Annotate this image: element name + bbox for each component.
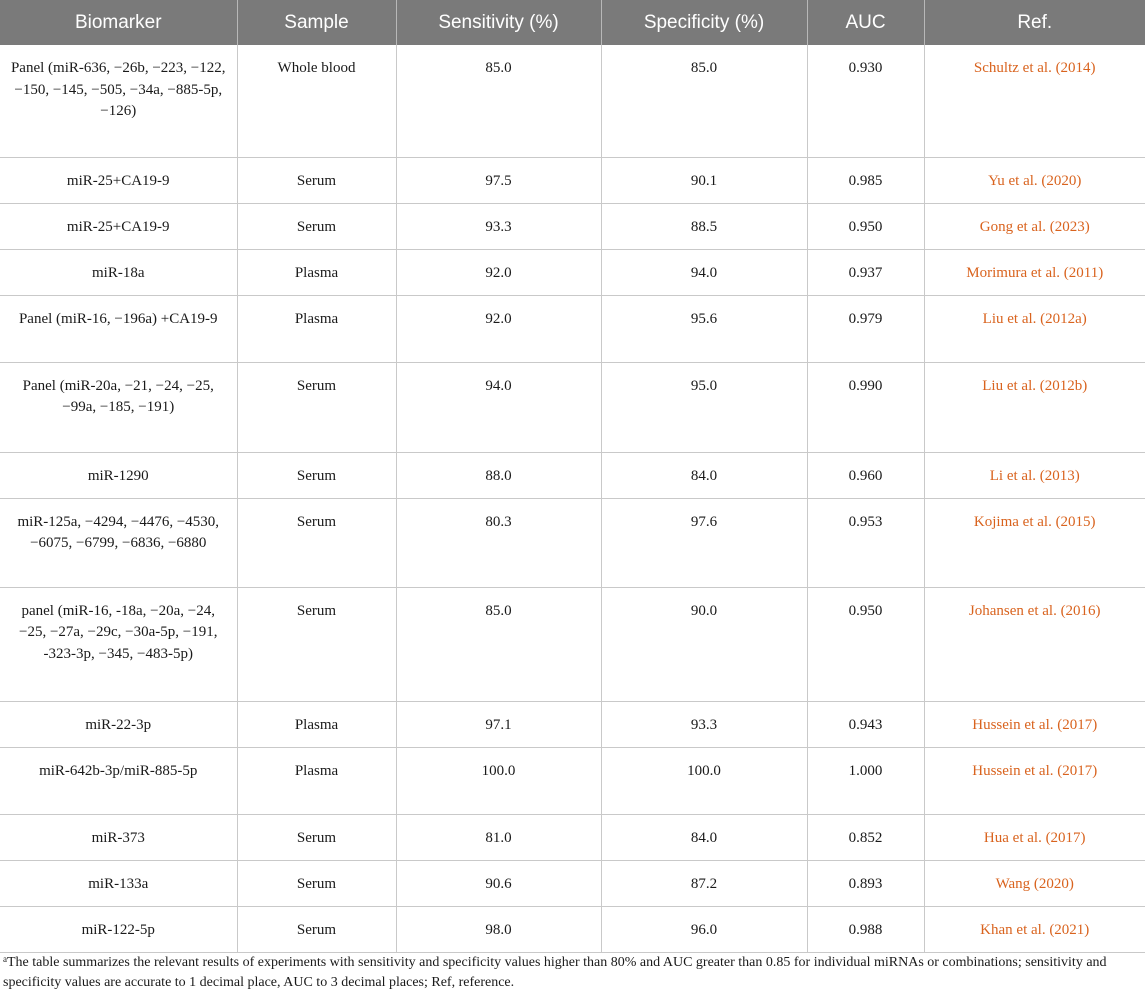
table-row [0,587,1145,701]
cell-sensitivity: 100.0 [396,747,601,814]
cell-auc: 0.985 [807,157,924,203]
cell-sensitivity: 92.0 [396,249,601,295]
cell-ref[interactable]: Morimura et al. (2011) [924,249,1145,295]
cell-specificity: 88.5 [601,203,807,249]
cell-ref[interactable]: Hussein et al. (2017) [924,747,1145,814]
cell-sample: Plasma [237,701,396,747]
cell-sensitivity: 81.0 [396,814,601,860]
table-header [0,0,1145,45]
cell-sample: Serum [237,203,396,249]
cell-auc: 0.950 [807,203,924,249]
cell-specificity: 96.0 [601,906,807,952]
table-row [0,157,1145,203]
cell-sample: Serum [237,452,396,498]
cell-biomarker: Panel (miR-20a, −21, −24, −25, −99a, −185, −191) [0,362,237,452]
cell-biomarker: miR-25+CA19-9 [0,203,237,249]
cell-specificity: 94.0 [601,249,807,295]
cell-sensitivity: 92.0 [396,295,601,362]
cell-sample: Serum [237,860,396,906]
cell-biomarker: Panel (miR-636, −26b, −223, −122, −150, −145, −505, −34a, −885-5p, −126) [0,45,237,157]
cell-sample: Plasma [237,747,396,814]
cell-sensitivity: 98.0 [396,906,601,952]
header-specificity: Specificity (%) [601,0,807,45]
table-row [0,860,1145,906]
cell-sensitivity: 94.0 [396,362,601,452]
cell-sample: Serum [237,814,396,860]
cell-specificity: 84.0 [601,452,807,498]
cell-sensitivity: 90.6 [396,860,601,906]
cell-specificity: 95.0 [601,362,807,452]
cell-ref[interactable]: Wang (2020) [924,860,1145,906]
header-ref: Ref. [924,0,1145,45]
cell-biomarker: miR-133a [0,860,237,906]
cell-ref[interactable]: Liu et al. (2012b) [924,362,1145,452]
cell-specificity: 85.0 [601,45,807,157]
cell-sensitivity: 85.0 [396,45,601,157]
cell-auc: 0.893 [807,860,924,906]
cell-auc: 0.953 [807,498,924,587]
cell-specificity: 90.0 [601,587,807,701]
header-sensitivity: Sensitivity (%) [396,0,601,45]
cell-auc: 0.990 [807,362,924,452]
cell-sensitivity: 97.5 [396,157,601,203]
cell-biomarker: miR-25+CA19-9 [0,157,237,203]
cell-specificity: 84.0 [601,814,807,860]
cell-auc: 0.852 [807,814,924,860]
cell-ref[interactable]: Khan et al. (2021) [924,906,1145,952]
cell-biomarker: miR-125a, −4294, −4476, −4530, −6075, −6799, −6836, −6880 [0,498,237,587]
table-row [0,906,1145,952]
table-row [0,362,1145,452]
cell-auc: 1.000 [807,747,924,814]
cell-auc: 0.950 [807,587,924,701]
table-row [0,498,1145,587]
cell-auc: 0.979 [807,295,924,362]
cell-sample: Serum [237,362,396,452]
cell-sample: Serum [237,587,396,701]
cell-biomarker: miR-373 [0,814,237,860]
table-row [0,814,1145,860]
table-row [0,203,1145,249]
table-row [0,701,1145,747]
cell-specificity: 95.6 [601,295,807,362]
cell-specificity: 100.0 [601,747,807,814]
cell-specificity: 90.1 [601,157,807,203]
cell-specificity: 97.6 [601,498,807,587]
cell-biomarker: miR-18a [0,249,237,295]
cell-sample: Serum [237,498,396,587]
header-biomarker: Biomarker [0,0,237,45]
cell-sample: Serum [237,157,396,203]
table-row [0,249,1145,295]
cell-auc: 0.960 [807,452,924,498]
cell-biomarker: Panel (miR-16, −196a) +CA19-9 [0,295,237,362]
header-auc: AUC [807,0,924,45]
cell-ref[interactable]: Gong et al. (2023) [924,203,1145,249]
cell-ref[interactable]: Johansen et al. (2016) [924,587,1145,701]
cell-specificity: 93.3 [601,701,807,747]
cell-biomarker: miR-22-3p [0,701,237,747]
header-sample: Sample [237,0,396,45]
cell-ref[interactable]: Li et al. (2013) [924,452,1145,498]
footnote-marker: a [3,954,7,964]
cell-sample: Plasma [237,295,396,362]
table-row [0,452,1145,498]
cell-auc: 0.930 [807,45,924,157]
table-footnote [3,953,1143,993]
cell-ref[interactable]: Schultz et al. (2014) [924,45,1145,157]
cell-sample: Whole blood [237,45,396,157]
table-row [0,295,1145,362]
cell-ref[interactable]: Liu et al. (2012a) [924,295,1145,362]
cell-biomarker: miR-1290 [0,452,237,498]
cell-auc: 0.943 [807,701,924,747]
cell-sensitivity: 97.1 [396,701,601,747]
cell-sensitivity: 93.3 [396,203,601,249]
cell-specificity: 87.2 [601,860,807,906]
cell-ref[interactable]: Hussein et al. (2017) [924,701,1145,747]
table-body [0,45,1145,952]
cell-ref[interactable]: Hua et al. (2017) [924,814,1145,860]
cell-sample: Serum [237,906,396,952]
cell-auc: 0.988 [807,906,924,952]
cell-biomarker: miR-642b-3p/miR-885-5p [0,747,237,814]
cell-ref[interactable]: Yu et al. (2020) [924,157,1145,203]
cell-biomarker: panel (miR-16, -18a, −20a, −24, −25, −27a, −29c, −30a-5p, −191, -323-3p, −345, −483-5p) [0,587,237,701]
cell-sensitivity: 80.3 [396,498,601,587]
header-row [0,0,1145,45]
cell-sample: Plasma [237,249,396,295]
footnote-text: The table summarizes the relevant results of experiments with sensitivity and specificity values higher than 80% and AUC greater than 0.85 for individual miRNAs or combinations; sensitivity and specificity values are accurate to 1 decimal place, AUC to 3 decimal places; Ref, reference. [3,955,1107,990]
cell-sensitivity: 88.0 [396,452,601,498]
table-row [0,747,1145,814]
cell-biomarker: miR-122-5p [0,906,237,952]
table-row [0,45,1145,157]
cell-sensitivity: 85.0 [396,587,601,701]
cell-ref[interactable]: Kojima et al. (2015) [924,498,1145,587]
cell-auc: 0.937 [807,249,924,295]
